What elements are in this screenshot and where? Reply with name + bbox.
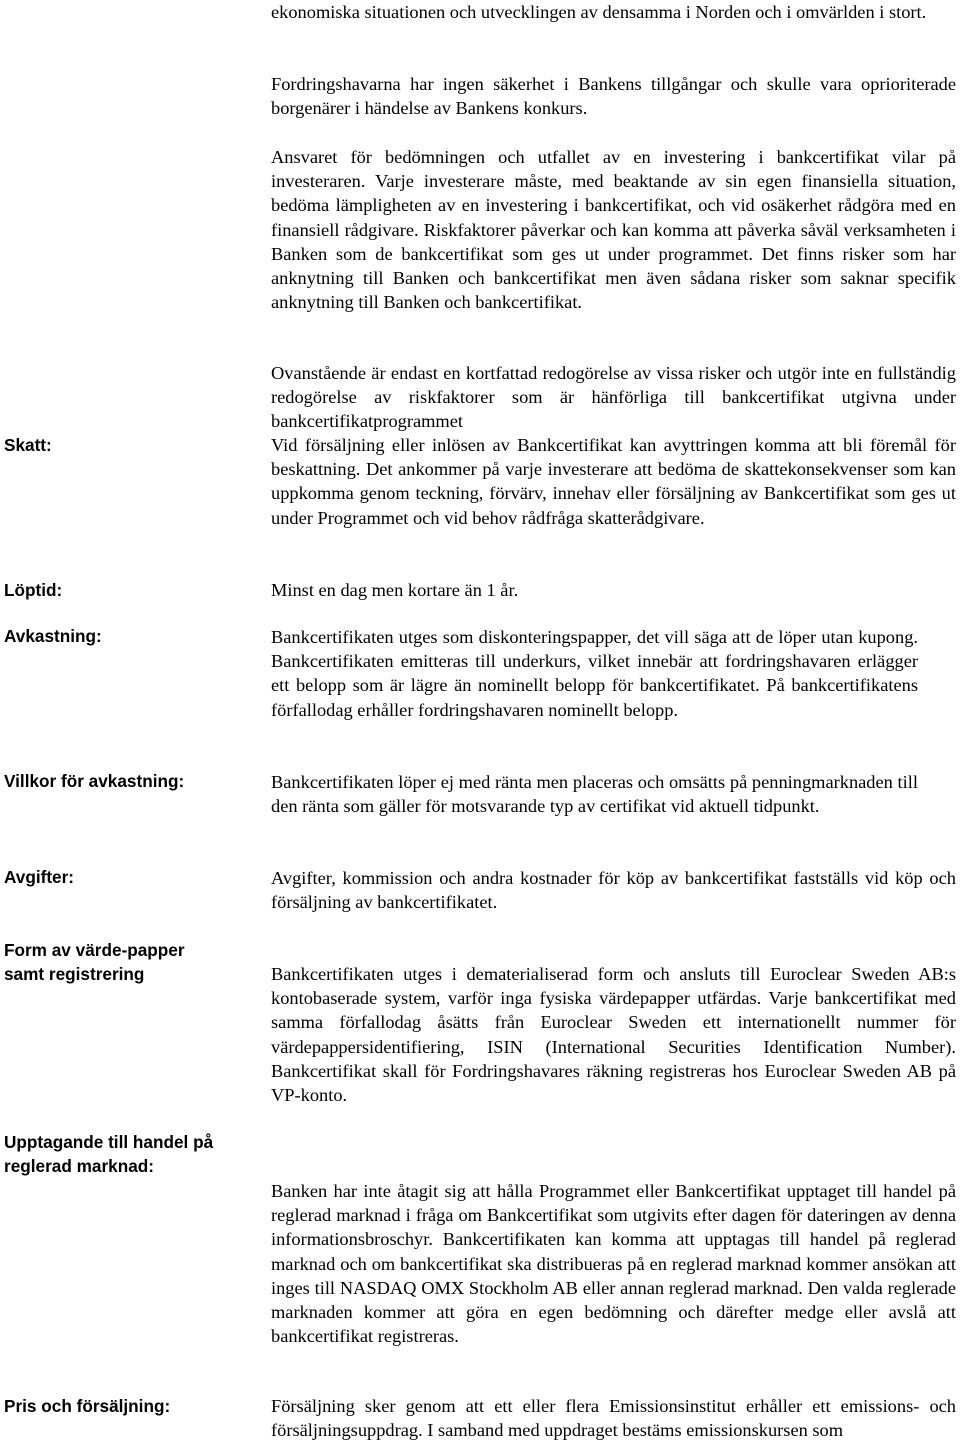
text-villkor-for-avkastning: Bankcertifikaten löper ej med ränta men placeras och omsätts på penningmarknaden till den ränta som gäller för motsvarande typ av certifikat vid aktuell tidpunkt. bbox=[271, 772, 918, 817]
label-form-av-vardepapper: Form av värde-papper samt registrering bbox=[4, 940, 185, 984]
label-skatt: Skatt: bbox=[4, 435, 52, 455]
text-avkastning: Bankcertifikaten utges som diskonteringspapper, det vill säga att de löper utan kupong. Bankcertifikaten emitteras till underkurs, vilket innebär att fordringshavaren erlägger ett belopp som är lägre än nominellt belopp för bankcertifikatet. På bankcertifikatens förfallodag erhåller fordringshavaren nominellt belopp. bbox=[271, 627, 918, 720]
label-loptid: Löptid: bbox=[4, 580, 63, 600]
text-pris-och-forsaljning: Försäljning sker genom att ett eller flera Emissionsinstitut erhåller ett emissions- och försäljningsuppdrag. I samband med uppdraget bestäms emissionskursen som bbox=[271, 1396, 956, 1441]
paragraph-fordringshavarna: Fordringshavarna har ingen säkerhet i Bankens tillgångar och skulle vara oprioriterade borgenärer i händelse av Bankens konkurs. bbox=[271, 74, 956, 119]
text-form-av-vardepapper: Bankcertifikaten utges i dematerialiserad form och ansluts till Euroclear Sweden AB:s kontobaserade system, varför inga fysiska värdepapper utfärdas. Varje bankcertifikat med samma förfallodag åsätts från Euroclear Sweden ett internationellt nummer för värdepappersidentifiering, ISIN (International Securities Identification Number). Bankcertifikat skall för Fordringshavares räkning registreras hos Euroclear Sweden AB på VP-konto. bbox=[271, 964, 956, 1106]
label-upptagande-till-handel: Upptagande till handel på reglerad marknad: bbox=[4, 1132, 214, 1176]
text-skatt: Vid försäljning eller inlösen av Bankcertifikat kan avyttringen komma att bli föremål för beskattning. Det ankommer på varje investerare att bedöma de skattekonsekvenser som kan uppkomma genom teckning, förvärv, innehav eller försäljning av Bankcertifikat som ges ut under Programmet och vid behov rådfråga skatterådgivare. bbox=[271, 435, 956, 528]
text-loptid: Minst en dag men kortare än 1 år. bbox=[271, 580, 519, 600]
label-pris-och-forsaljning: Pris och försäljning: bbox=[4, 1396, 171, 1416]
paragraph-ansvaret: Ansvaret för bedömningen och utfallet av en investering i bankcertifikat vilar på investeraren. Varje investerare måste, med beaktande av sin egen finansiella situation, bedöma lämpligheten av en investering i bankcertifikat, och vid osäkerhet rådgöra med en finansiell rådgivare. Riskfaktorer påverkar och kan komma att påverka såväl verksamheten i Banken som de bankcertifikat som ges ut under programmet. Det finns risker som har anknytning till Banken och bankcertifikat men även sådana risker som saknar specifik anknytning till Banken och bankcertifikat. bbox=[271, 147, 956, 313]
paragraph-ekonomiska-situationen: ekonomiska situationen och utvecklingen av densamma i Norden och i omvärlden i stort. bbox=[271, 2, 927, 22]
label-avgifter: Avgifter: bbox=[4, 867, 75, 887]
label-villkor-for-avkastning: Villkor för avkastning: bbox=[4, 771, 185, 791]
text-upptagande-till-handel: Banken har inte åtagit sig att hålla Programmet eller Bankcertifikat upptaget till handel på reglerad marknad i fråga om Bankcertifikat som utgivits efter dagen för dateringen av denna informationsbroschyr. Bankcertifikaten kan komma att upptagas till handel på reglerad marknad och om bankcertifikat ska distribueras på en reglerad marknad kommer ansökan att inges till NASDAQ OMX Stockholm AB eller annan reglerad marknad. Den valda reglerade marknaden kommer att göra en egen bedömning och därefter medge eller avslå att bankcertifikat registreras. bbox=[271, 1181, 956, 1347]
paragraph-ovanstaende: Ovanstående är endast en kortfattad redogörelse av vissa risker och utgör inte en fullständig redogörelse av riskfaktorer som är hänförliga till bankcertifikat utgivna under bankcertifikatprogrammet bbox=[271, 363, 956, 432]
text-avgifter: Avgifter, kommission och andra kostnader för köp av bankcertifikat fastställs vid köp och försäljning av bankcertifikatet. bbox=[271, 868, 956, 913]
label-avkastning: Avkastning: bbox=[4, 626, 102, 646]
